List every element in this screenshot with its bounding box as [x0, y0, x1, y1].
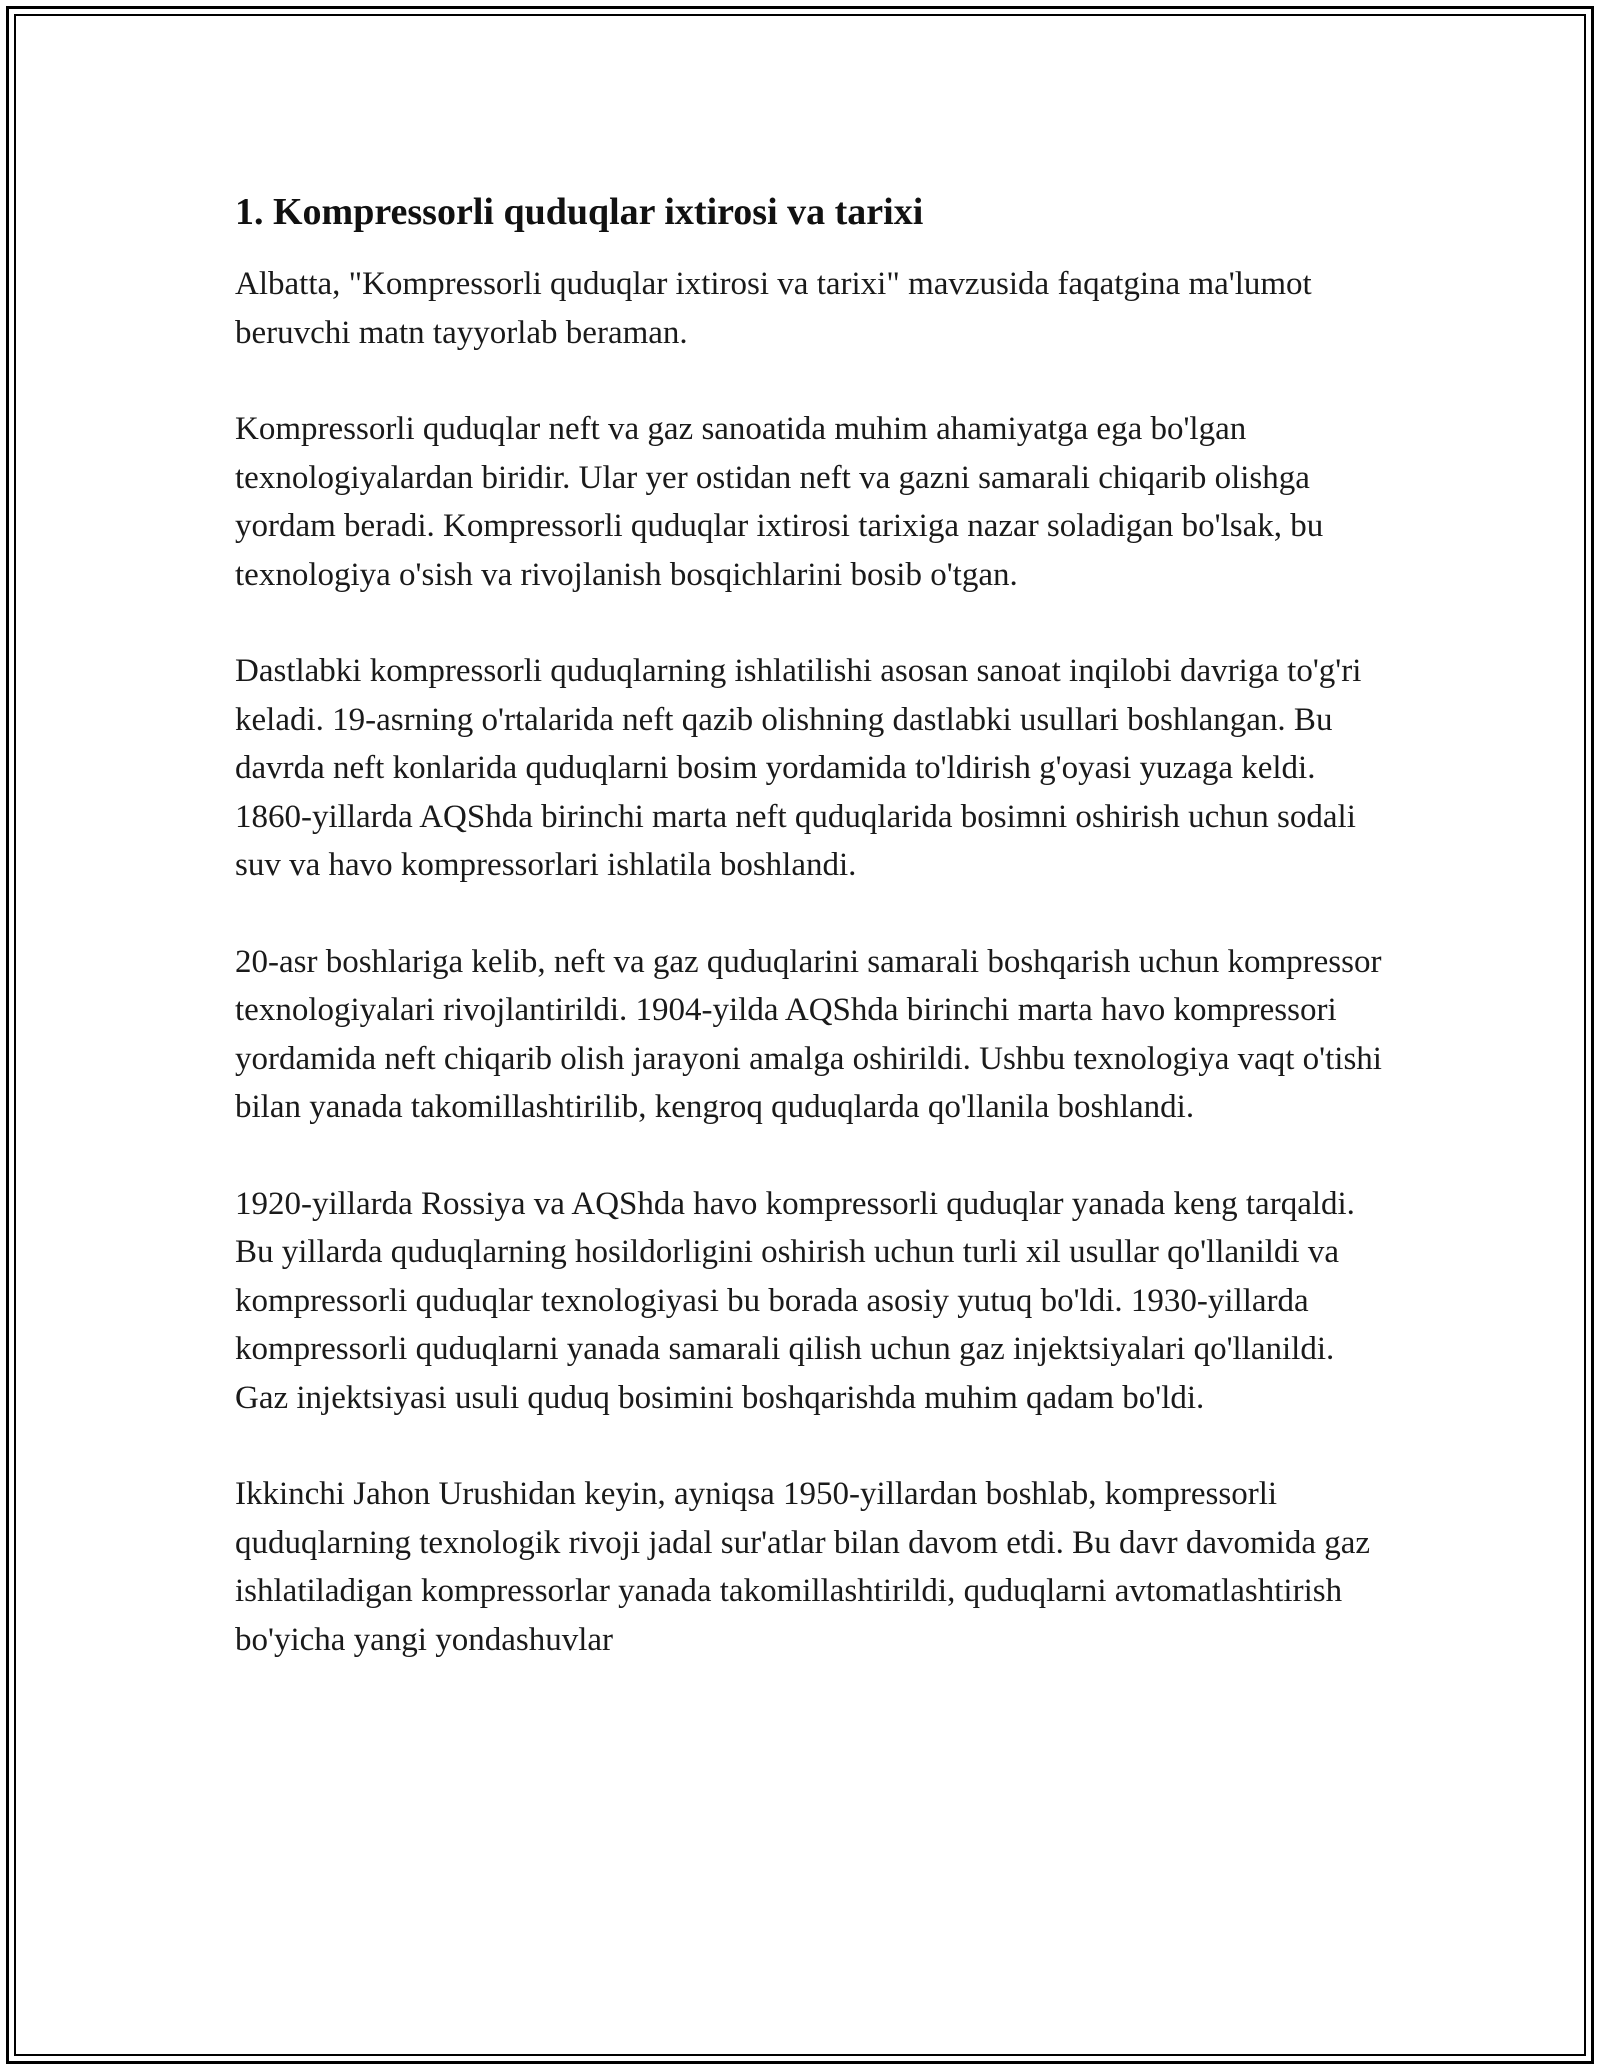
- document-body: [235, 186, 1385, 1664]
- paragraph-20th-century: 20-asr boshlariga kelib, neft va gaz quduqlarini samarali boshqarish uchun kompressor texnologiyalari rivojlantirildi. 1904-yilda AQShda birinchi marta havo kompressori yordamida neft chiqarib olish jarayoni amalga oshirildi. Ushbu texnologiya vaqt o'tishi bilan yanada takomillashtirilib, kengroq quduqlarda qo'llanila boshlandi.: [235, 943, 1382, 1125]
- paragraph-post-war: Ikkinchi Jahon Urushidan keyin, ayniqsa 1950-yillardan boshlab, kompressorli quduqlarning texnologik rivoji jadal sur'atlar bilan davom etdi. Bu davr davomida gaz ishlatiladigan kompressorlar yanada takomillashtirildi, quduqlarni avtomatlashtirish bo'yicha yangi yondashuvlar: [235, 1476, 1371, 1658]
- paragraph-intro: Albatta, "Kompressorli quduqlar ixtirosi va tarixi" mavzusida faqatgina ma'lumot beruvchi matn tayyorlab beraman.: [235, 266, 1312, 351]
- paragraph-1920s: 1920-yillarda Rossiya va AQShda havo kompressorli quduqlar yanada keng tarqaldi. Bu yillarda quduqlarning hosildorligini oshirish uchun turli xil usullar qo'llanildi va kompressorli quduqlar texnologiyasi bu borada asosiy yutuq bo'ldi. 1930-yillarda kompressorli quduqlarni yanada samarali qilish uchun gaz injektsiyalari qo'llanildi. Gaz injektsiyasi usuli quduq bosimini boshqarishda muhim qadam bo'ldi.: [235, 1185, 1355, 1416]
- paragraph-early-history: Dastlabki kompressorli quduqlarning ishlatilishi asosan sanoat inqilobi davriga to'g'ri keladi. 19-asrning o'rtalarida neft qazib olishning dastlabki usullari boshlangan. Bu davrda neft konlarida quduqlarni bosim yordamida to'ldirish g'oyasi yuzaga keldi. 1860-yillarda AQShda birinchi marta neft quduqlarida bosimni oshirish uchun sodali suv va havo kompressorlari ishlatila boshlandi.: [235, 653, 1362, 883]
- document-title: 1. Kompressorli quduqlar ixtirosi va tarixi: [235, 191, 924, 233]
- paragraph-overview: Kompressorli quduqlar neft va gaz sanoatida muhim ahamiyatga ega bo'lgan texnologiyalardan biridir. Ular yer ostidan neft va gazni samarali chiqarib olishga yordam beradi. Kompressorli quduqlar ixtirosi tarixiga nazar soladigan bo'lsak, bu texnologiya o'sish va rivojlanish bosqichlarini bosib o'tgan.: [235, 411, 1324, 593]
